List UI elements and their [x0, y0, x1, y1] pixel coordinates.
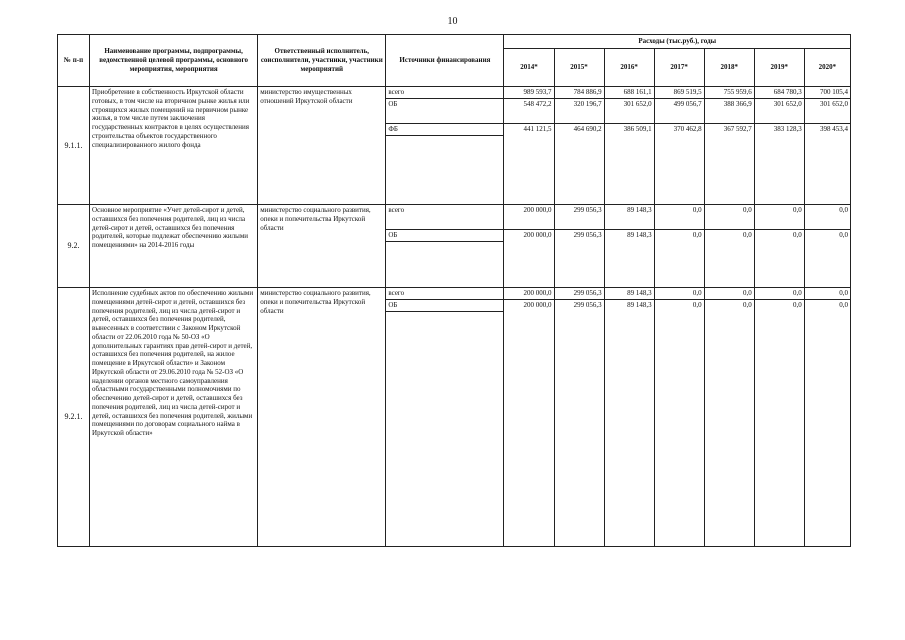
expense-cell: [604, 288, 654, 547]
header-expenses: Расходы (тыс.руб.), годы: [504, 35, 851, 49]
expense-value: 398 453,4: [820, 125, 848, 133]
expense-cell: [504, 205, 554, 288]
executor: министерство имущественных отношений Иркутской области: [258, 87, 386, 205]
expense-value: 89 148,3: [627, 301, 652, 309]
expense-value: 0,0: [705, 288, 754, 300]
expense-value: 0,0: [692, 301, 702, 309]
budget-table: [57, 34, 851, 547]
expense-value: 388 366,9: [705, 99, 754, 124]
expense-value: 700 105,4: [805, 87, 850, 99]
expense-cell: [554, 87, 604, 205]
expense-cell: [654, 205, 704, 288]
expense-value: 0,0: [705, 205, 754, 230]
expense-value: 0,0: [742, 231, 752, 239]
expense-cell: [804, 87, 850, 205]
header-name: Наименование программы, подпрограммы, ведомственной целевой программы, основного мероприятия, мероприятия: [90, 35, 258, 87]
header-year: 2019*: [754, 49, 804, 87]
expense-value: 0,0: [805, 205, 850, 230]
expense-value: 989 593,7: [504, 87, 553, 99]
expense-cell: [804, 288, 850, 547]
header-year: 2015*: [554, 49, 604, 87]
expense-cell: [554, 288, 604, 547]
expense-value: 301 652,0: [605, 99, 654, 124]
funding-source-cell: [386, 205, 504, 288]
expense-value: 299 056,3: [555, 205, 604, 230]
row-number: 9.2.1.: [58, 288, 90, 547]
table-row: [58, 205, 851, 288]
funding-source: ФБ: [386, 124, 503, 136]
header-source: Источники финансирования: [386, 35, 504, 87]
expense-cell: [704, 205, 754, 288]
expense-value: 301 652,0: [755, 99, 804, 124]
expense-value: 200 000,0: [504, 288, 553, 300]
expense-value: 869 519,5: [655, 87, 704, 99]
expense-value: 0,0: [793, 231, 802, 239]
expense-value: 0,0: [742, 301, 752, 309]
expense-value: 499 056,7: [655, 99, 704, 124]
activity-name: Исполнение судебных актов по обеспечению жилыми помещениями детей-сирот и детей, оставшихся без попечения родителей, лиц из числа детей-сирот и детей, оставшихся без попечения родителей, вынесенных в соответствии с Законом Иркутской области от 22.06.2010 года № 50-ОЗ «О дополнительных гарантиях прав детей-сирот и детей, оставшихся без попечения родителей, на жилое помещение в Иркутской области» и Законом Иркутской области от 29.06.2010 года № 52-ОЗ «О наделении органов местного самоуправления областными государственными полномочиями по обеспечению детей-сирот и детей, оставшихся без попечения родителей, лиц из числа детей-сирот и детей, оставшихся без попечения родителей, жилыми помещениями по договорам социального найма в Иркутской области»: [90, 288, 258, 547]
expense-value: 0,0: [839, 301, 848, 309]
expense-value: 200 000,0: [523, 231, 552, 239]
expense-value: 301 652,0: [805, 99, 850, 124]
executor: министерство социального развития, опеки и попечительства Иркутской области: [258, 205, 386, 288]
expense-cell: [604, 87, 654, 205]
expense-value: 386 509,1: [623, 125, 652, 133]
header-year: 2014*: [504, 49, 554, 87]
expense-cell: [754, 205, 804, 288]
expense-value: 548 472,2: [504, 99, 553, 124]
funding-source: ОБ: [386, 300, 503, 312]
funding-source: всего: [386, 87, 503, 99]
header-executor: Ответственный исполнитель, соисполнители, участники, участники мероприятий: [258, 35, 386, 87]
header-year: 2016*: [604, 49, 654, 87]
expense-cell: [754, 87, 804, 205]
expense-value: 0,0: [755, 288, 804, 300]
funding-source-cell: [386, 288, 504, 547]
activity-name: Приобретение в собственность Иркутской области готовых, в том числе на вторичном рынке жилья или строящихся жилых помещений на первичном рынке жилья, в том числе путем заключения государственных контрактов в целях осуществления строительства объектов государственного специализированного жилого фонда: [90, 87, 258, 205]
expense-value: 89 148,3: [627, 231, 652, 239]
expense-value: 464 690,2: [573, 125, 602, 133]
expense-value: 367 592,7: [723, 125, 752, 133]
funding-source: ОБ: [386, 230, 503, 242]
page-number: 10: [447, 16, 458, 27]
funding-source-cell: [386, 87, 504, 205]
expense-value: 441 121,5: [523, 125, 552, 133]
expense-cell: [654, 288, 704, 547]
expense-value: 0,0: [805, 288, 850, 300]
funding-source: всего: [386, 205, 503, 230]
expense-value: 784 886,9: [555, 87, 604, 99]
expense-value: 0,0: [793, 301, 802, 309]
expense-value: 299 056,3: [573, 231, 602, 239]
expense-value: 0,0: [692, 231, 702, 239]
header-year: 2018*: [704, 49, 754, 87]
expense-value: 0,0: [755, 205, 804, 230]
expense-cell: [654, 87, 704, 205]
expense-value: 688 161,1: [605, 87, 654, 99]
row-number: 9.2.: [58, 205, 90, 288]
header-num: № п-п: [58, 35, 90, 87]
expense-value: 370 462,8: [673, 125, 702, 133]
expense-value: 320 196,7: [555, 99, 604, 124]
header-year: 2017*: [654, 49, 704, 87]
expense-value: 200 000,0: [504, 205, 553, 230]
expense-cell: [704, 288, 754, 547]
expense-cell: [754, 288, 804, 547]
funding-source: ОБ: [386, 99, 503, 124]
activity-name: Основное мероприятие «Учет детей-сирот и детей, оставшихся без попечения родителей, лиц из числа детей-сирот и детей, оставшихся без попечения родителей, которые подлежат обеспечению жилыми помещениями» на 2014-2016 годы: [90, 205, 258, 288]
expense-value: 0,0: [839, 231, 848, 239]
expense-value: 89 148,3: [605, 205, 654, 230]
executor: министерство социального развития, опеки и попечительства Иркутской области: [258, 288, 386, 547]
expense-cell: [504, 87, 554, 205]
expense-cell: [704, 87, 754, 205]
expense-value: 299 056,3: [555, 288, 604, 300]
table-row: [58, 288, 851, 547]
expense-cell: [554, 205, 604, 288]
expense-value: 200 000,0: [523, 301, 552, 309]
expense-value: 299 056,3: [573, 301, 602, 309]
expense-value: 89 148,3: [605, 288, 654, 300]
table-row: [58, 87, 851, 205]
header-year: 2020*: [804, 49, 850, 87]
expense-value: 0,0: [655, 288, 704, 300]
row-number: 9.1.1.: [58, 87, 90, 205]
expense-cell: [604, 205, 654, 288]
expense-value: 755 959,6: [705, 87, 754, 99]
expense-cell: [804, 205, 850, 288]
expense-cell: [504, 288, 554, 547]
expense-value: 0,0: [655, 205, 704, 230]
expense-value: 383 128,3: [773, 125, 802, 133]
expense-value: 684 780,3: [755, 87, 804, 99]
funding-source: всего: [386, 288, 503, 300]
